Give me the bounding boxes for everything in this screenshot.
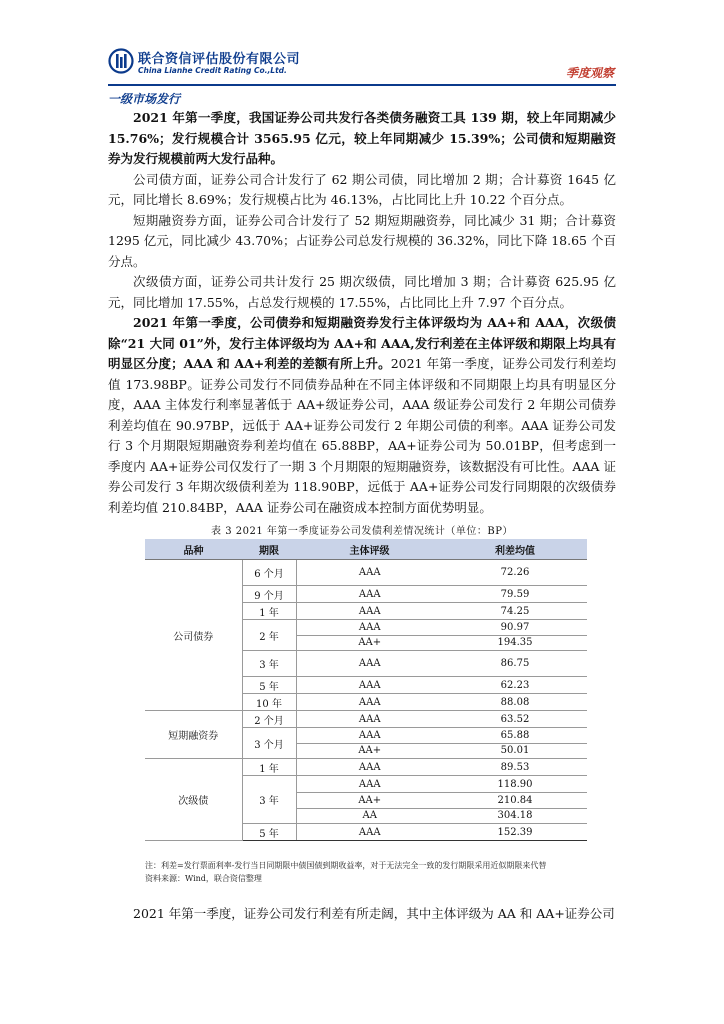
- table-row: [145, 759, 587, 776]
- cell-spread: 65.88: [443, 728, 587, 744]
- cell-term: 2 年: [242, 620, 296, 651]
- cell-rating: AAA: [296, 651, 443, 677]
- company-name-cn: 联合资信评估股份有限公司: [138, 52, 301, 67]
- cell-spread: 88.08: [443, 694, 587, 711]
- cell-spread: 210.84: [443, 793, 587, 809]
- paragraph-summary: [108, 108, 616, 170]
- cell-rating: AAA: [296, 824, 443, 841]
- cell-term: 1 年: [242, 603, 296, 620]
- cell-rating: AA+: [296, 743, 443, 759]
- cell-term: 5 年: [242, 677, 296, 694]
- table-note: 注：利差=发行票面利率-发行当日同期限中债国债到期收益率，对于无法完全一致的发行期限采用近似期限来代替: [145, 861, 547, 870]
- cell-spread: 79.59: [443, 586, 587, 603]
- spread-detail: 2021 年第一季度，证券公司发行利差均值 173.98BP。证券公司发行不同债券品种在不同主体评级和不同期限上均具有明显区分度，AAA 主体发行利率显著低于 AA+级证券公司，AAA 级证券公司发行 2 年期公司债券利差均值在 90.97BP，远低于 AA+证券公司发行 2 年期公司债的利率。AAA 证券公司发行 3 个月期限短期融资券利差均值在 65.88BP，AA+证券公司为 50.01BP，但考虑到一季度内 AA+证券公司仅发行了一期 3 个月期限的短期融资券，该数据没有可比性。AAA 证券公司发行 3 年期次级债利差为 118.90BP，远低于 AA+证券公司发行同期限的次级债券利差均值 210.84BP，AAA 证券公司在融资成本控制方面优势明显。: [108, 356, 616, 515]
- cell-rating: AA+: [296, 635, 443, 651]
- cell-term: 1 年: [242, 759, 296, 776]
- company-logo-icon: [108, 48, 134, 74]
- body-text-bottom: [108, 904, 616, 925]
- cell-spread: 72.26: [443, 560, 587, 586]
- header-divider: [108, 84, 616, 86]
- body-text-top: [108, 108, 616, 518]
- cell-term: 3 年: [242, 776, 296, 824]
- cell-rating: AAA: [296, 694, 443, 711]
- header-spread: 利差均值: [443, 539, 587, 560]
- report-type-label: 季度观察: [565, 66, 614, 80]
- cell-category: 短期融资券: [145, 711, 242, 759]
- table-caption: 表 3 2021 年第一季度证券公司发债利差情况统计（单位：BP）: [211, 526, 513, 537]
- cell-rating: AAA: [296, 677, 443, 694]
- cell-rating: AAA: [296, 711, 443, 728]
- cell-spread: 90.97: [443, 620, 587, 636]
- cell-term: 10 年: [242, 694, 296, 711]
- cell-spread: 62.23: [443, 677, 587, 694]
- cell-category: 次级债: [145, 759, 242, 841]
- cell-term: 3 年: [242, 651, 296, 677]
- header-category: 品种: [145, 539, 242, 560]
- cell-spread: 63.52: [443, 711, 587, 728]
- cell-rating: AAA: [296, 603, 443, 620]
- paragraph-corporate-bonds: 公司债方面，证券公司合计发行了 62 期公司债，同比增加 2 期；合计募资 1645 亿元，同比增长 8.69%；发行规模占比为 46.13%，占比同比上升 10.22 个百分点。: [108, 171, 616, 207]
- cell-spread: 304.18: [443, 808, 587, 824]
- cell-rating: AAA: [296, 759, 443, 776]
- cell-category: 公司债券: [145, 560, 242, 711]
- cell-rating: AAA: [296, 776, 443, 793]
- paragraph-subordinated-bonds: 次级债方面，证券公司共计发行 25 期次级债，同比增加 3 期；合计募资 625.95 亿元，同比增加 17.55%，占总发行规模的 17.55%，占比同比上升 7.97 个百分点。: [108, 274, 616, 310]
- cell-rating: AA: [296, 808, 443, 824]
- table-row: [145, 711, 587, 728]
- cell-rating: AAA: [296, 620, 443, 636]
- header-term: 期限: [242, 539, 296, 560]
- section-title: 一级市场发行: [108, 92, 181, 106]
- spread-table: [145, 539, 587, 841]
- cell-term: 5 年: [242, 824, 296, 841]
- paragraph-spread-analysis: [108, 313, 616, 518]
- paragraph-short-term-notes: 短期融资券方面，证券公司合计发行了 52 期短期融资券，同比减少 31 期；合计募资 1295 亿元，同比减少 43.70%；占证券公司总发行规模的 36.32%，同比下降 18.65 个百分点。: [108, 212, 616, 269]
- table-body: [145, 560, 587, 841]
- cell-rating: AAA: [296, 728, 443, 744]
- spread-bold: 2021 年第一季度，公司债券和短期融资券发行主体评级均为 AA+和 AAA，次级债除“21 大同 01”外，发行主体评级均为 AA+和 AAA,发行利差在主体评级和期限上均具有明显区分度；AAA 和 AA+利差的差额有所上升。: [108, 315, 616, 371]
- cell-term: 3 个月: [242, 728, 296, 759]
- table-row: [145, 560, 587, 586]
- cell-term: 6 个月: [242, 560, 296, 586]
- page-header: [108, 44, 616, 88]
- cell-spread: 152.39: [443, 824, 587, 841]
- cell-rating: AA+: [296, 793, 443, 809]
- cell-spread: 50.01: [443, 743, 587, 759]
- cell-spread: 74.25: [443, 603, 587, 620]
- summary-bold: 2021 年第一季度，我国证券公司共发行各类债务融资工具 139 期，较上年同期减少 15.76%；发行规模合计 3565.95 亿元，较上年同期减少 15.39%；公司债和短期融资券为发行规模前两大发行品种。: [108, 110, 616, 166]
- cell-rating: AAA: [296, 560, 443, 586]
- cell-spread: 194.35: [443, 635, 587, 651]
- cell-spread: 118.90: [443, 776, 587, 793]
- table-source: 资料来源：Wind，联合资信整理: [145, 874, 262, 883]
- company-name-en: China Lianhe Credit Rating Co.,Ltd.: [138, 66, 287, 75]
- cell-term: 9 个月: [242, 586, 296, 603]
- header-rating: 主体评级: [296, 539, 443, 560]
- cell-spread: 86.75: [443, 651, 587, 677]
- cell-term: 2 个月: [242, 711, 296, 728]
- table-header-row: [145, 539, 587, 560]
- cell-spread: 89.53: [443, 759, 587, 776]
- cell-rating: AAA: [296, 586, 443, 603]
- paragraph-continued: 2021 年第一季度，证券公司发行利差有所走阔，其中主体评级为 AA 和 AA+证券公司: [133, 906, 615, 921]
